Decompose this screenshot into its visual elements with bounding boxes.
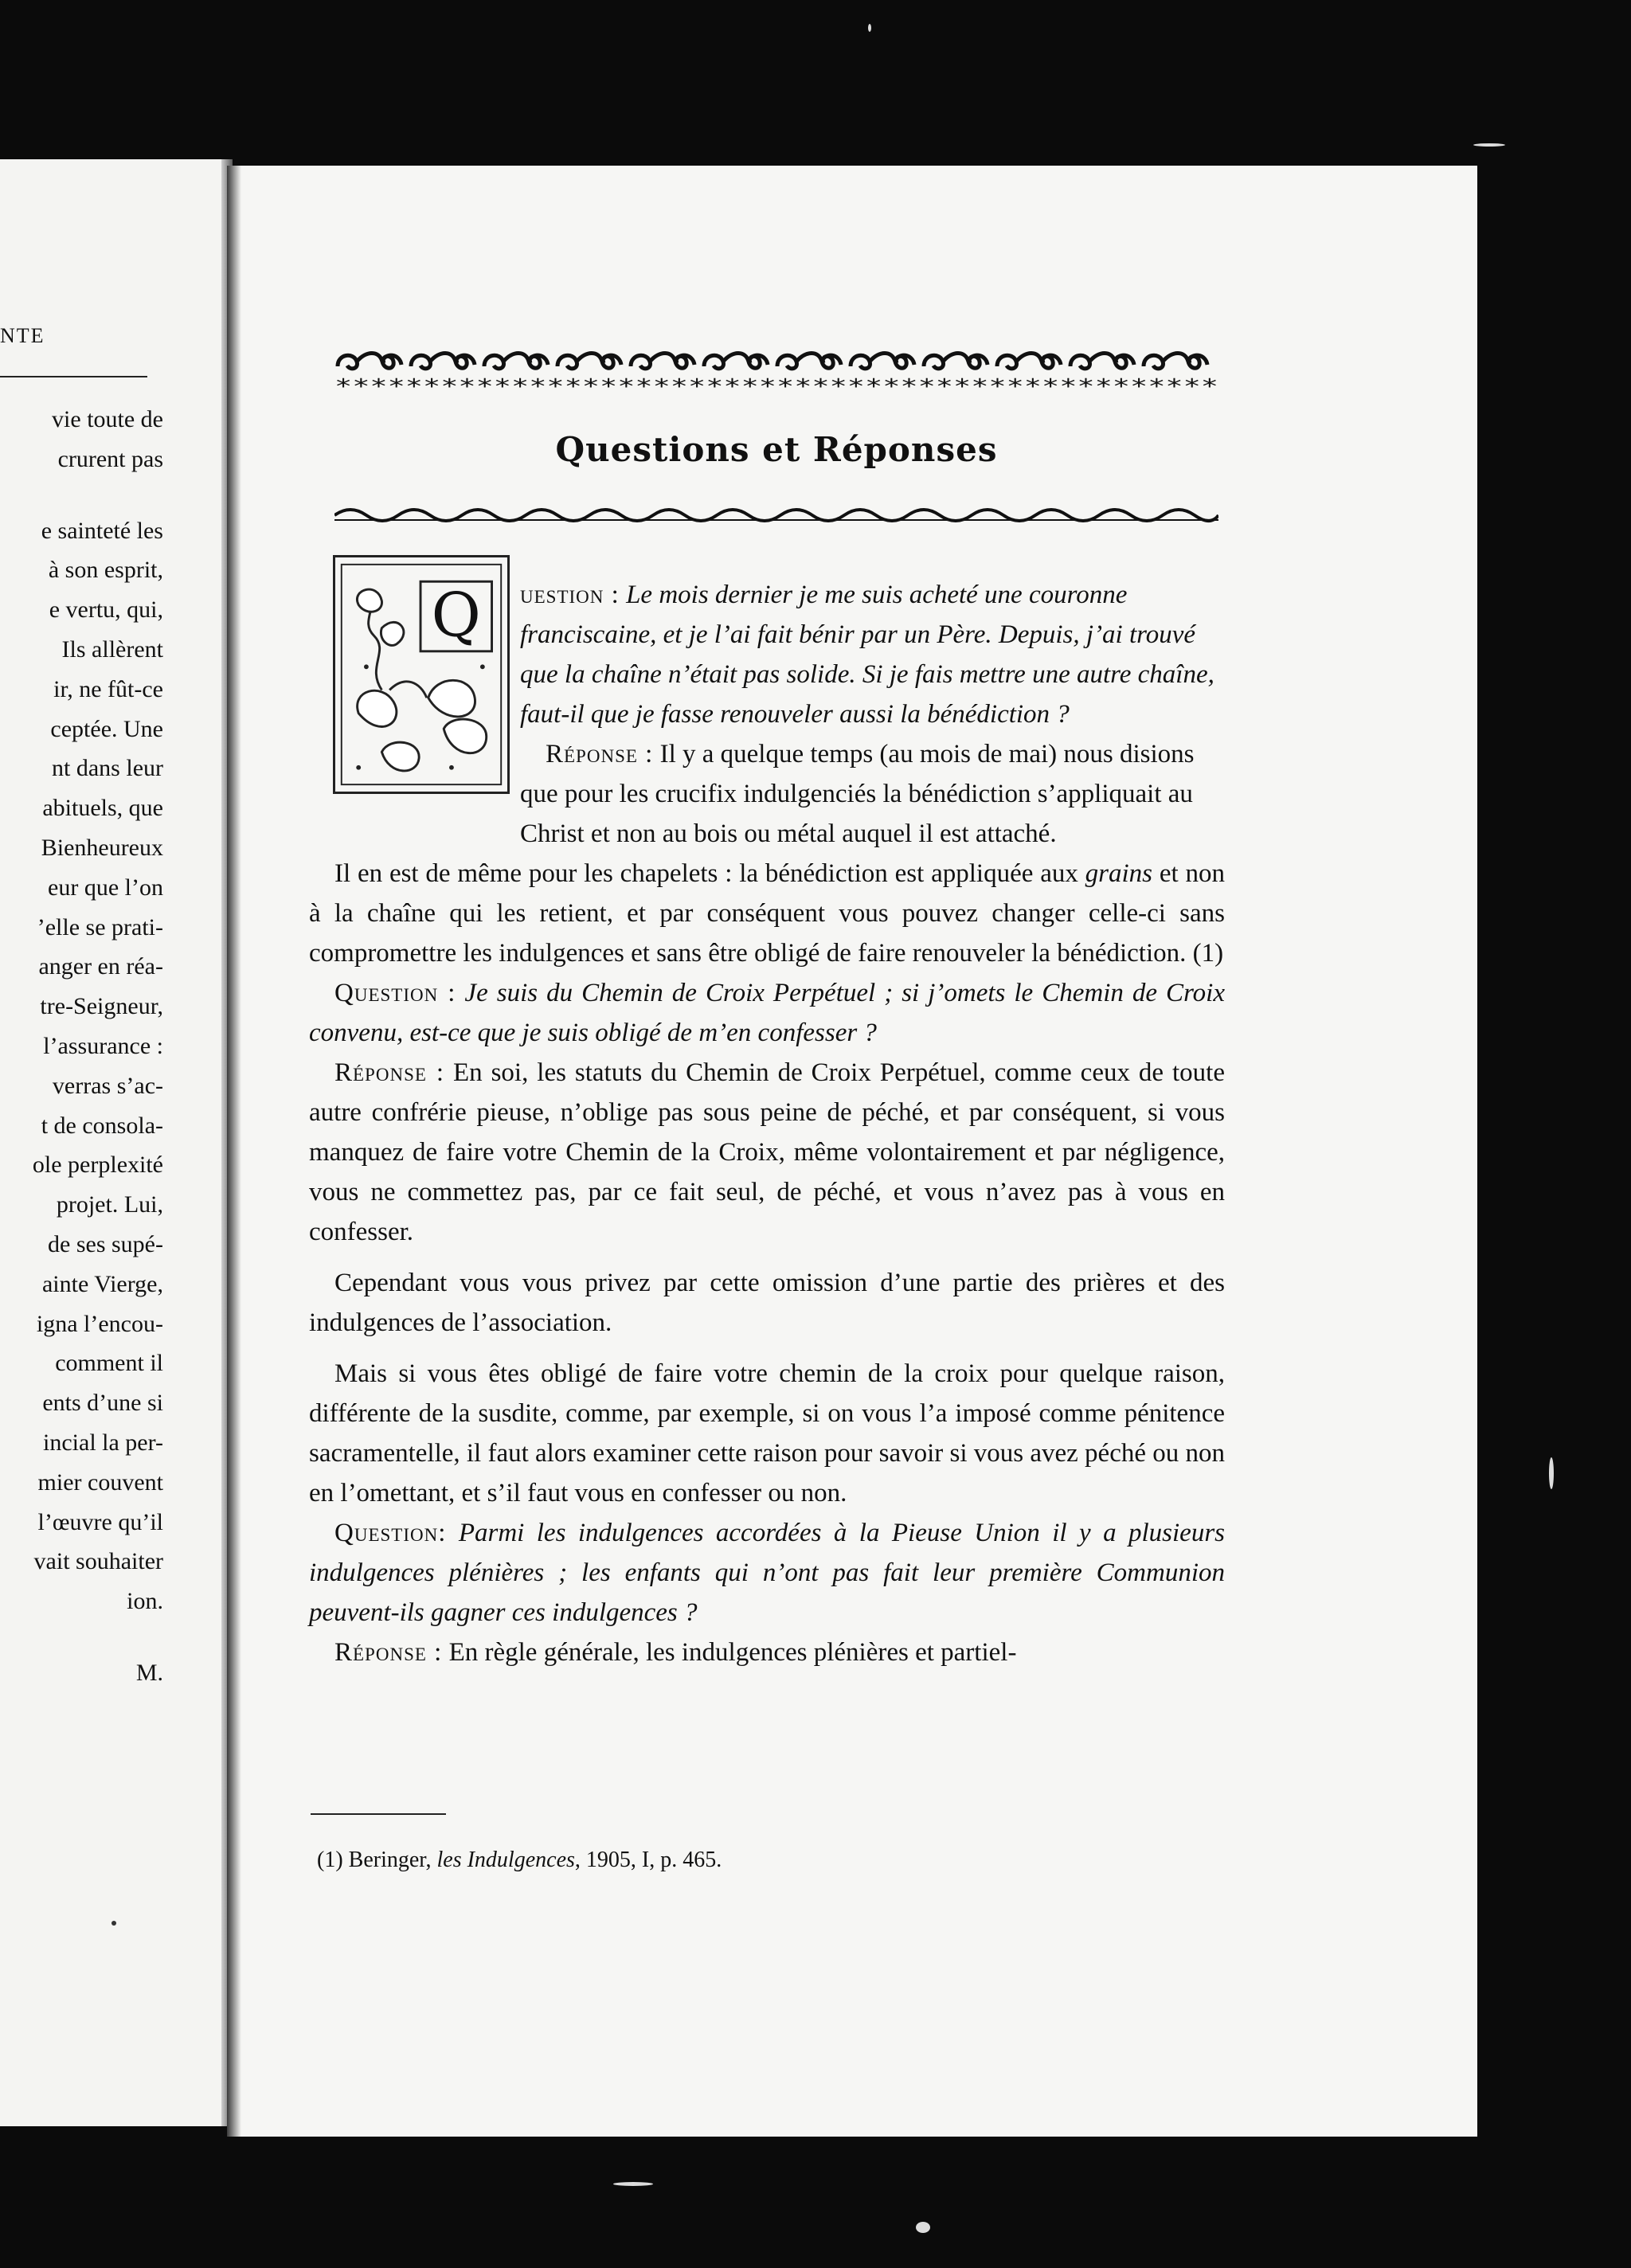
question-2-text: Je suis du Chemin de Croix Perpétuel ; si j’omets le Chemin de Croix convenu, est-ce que je suis obligé de m’en confesser ? bbox=[309, 979, 1225, 1047]
left-page-line: M. bbox=[135, 1659, 163, 1686]
footnote-c: , 1905, I, p. 465. bbox=[574, 1848, 722, 1872]
scan-speck bbox=[1473, 143, 1505, 147]
left-page-line bbox=[0, 1621, 163, 1653]
left-page-line: ion. bbox=[127, 1588, 163, 1615]
left-page-line: mier couvent bbox=[37, 1468, 163, 1496]
scan-speck bbox=[613, 2182, 653, 2186]
left-page-line: tre-Seigneur, bbox=[40, 993, 163, 1020]
answer-2-paragraph-3: Mais si vous êtes obligé de faire votre chemin de la croix pour quelque raison, différente de la susdite, comme, par exemple, si on vous l’a imposé comme pénitence sacramentelle, il faut alors examiner cette raison pour savoir si vous avez péché ou non en l’omettant, et s’il faut vous en confesser ou non. bbox=[309, 1359, 1225, 1507]
left-page-line: anger en réa- bbox=[38, 953, 163, 980]
answer-2 bbox=[309, 1053, 1225, 1252]
left-page-line: Bienheureux bbox=[41, 834, 163, 861]
answer-3-text: En règle générale, les indulgences plénières et partiel- bbox=[448, 1638, 1017, 1667]
left-page-line: igna l’encou- bbox=[36, 1310, 163, 1337]
question-1-text: Le mois dernier je me suis acheté une couronne franciscaine, et je l’ai fait bénir par un Père. Depuis, j’ai trouvé que la chaîne n’était pas solide. Si je fais mettre une autre chaîne, faut-il que je fasse renouveler aussi la bénédiction ? bbox=[520, 581, 1214, 729]
scan-speck bbox=[1549, 1457, 1554, 1489]
left-page-line: e vertu, qui, bbox=[49, 596, 163, 624]
left-page-line: vie toute de bbox=[52, 406, 163, 432]
top-ornament-band bbox=[334, 342, 1218, 398]
left-page-dot bbox=[111, 1921, 116, 1926]
footnote bbox=[317, 1848, 722, 1873]
left-page-line: ir, ne fût-ce bbox=[53, 675, 163, 702]
svg-text:******************************: ************************************************** bbox=[334, 375, 1218, 398]
page-title: Questions et Réponses bbox=[555, 430, 998, 469]
answer-2-text: En soi, les statuts du Chemin de Croix Perpétuel, comme ceux de toute autre confrérie pieuse, n’oblige pas sous peine de péché, et par conséquent, si vous manquez de faire votre Chemin de la Croix, même volontairement et par négligence, vous ne commettez pas, par ce fait seul, de péché, et vous n’avez pas à vous en confesser. bbox=[309, 1058, 1225, 1246]
svg-text:Q: Q bbox=[431, 580, 481, 651]
question-3-text: Parmi les indulgences accordées à la Pieuse Union il y a plusieurs indulgences plénières ; les enfants qui n’ont pas fait leur première Communion peuvent-ils gagner ces indulgences ? bbox=[309, 1519, 1226, 1627]
answer-1-p2-italic: grains bbox=[1085, 859, 1153, 888]
gutter-shadow bbox=[227, 166, 241, 2137]
left-page-line: l’assurance : bbox=[43, 1032, 163, 1059]
left-page-line: Ils allèrent bbox=[61, 635, 163, 663]
left-head-rule bbox=[0, 376, 147, 377]
footnote-italic-title: les Indulgences bbox=[436, 1848, 575, 1872]
question-1 bbox=[520, 575, 1225, 734]
qa-text-block bbox=[309, 575, 1225, 1672]
left-page-line: verras s’ac- bbox=[52, 1072, 163, 1099]
answer-3-label: Réponse : bbox=[334, 1638, 443, 1667]
answer-3 bbox=[309, 1633, 1225, 1672]
footnote-rule bbox=[311, 1813, 446, 1815]
footnote-a: (1) Beringer, bbox=[317, 1848, 437, 1872]
left-page-line: ainte Vierge, bbox=[41, 1270, 163, 1297]
left-page-line: l’œuvre qu’il bbox=[37, 1508, 163, 1535]
left-page bbox=[0, 159, 233, 2126]
answer-1-start bbox=[520, 734, 1225, 854]
left-page-line bbox=[0, 479, 163, 511]
answer-1-p2-a: Il en est de même pour les chapelets : la bénédiction est appliquée aux bbox=[334, 859, 1085, 888]
left-page-line: eur que l’on bbox=[48, 874, 163, 901]
left-running-head: NTE bbox=[0, 324, 45, 347]
left-page-line: ole perplexité bbox=[32, 1152, 163, 1179]
answer-2-paragraph-2: Cependant vous vous privez par cette omission d’une partie des prières et des indulgences de l’association. bbox=[309, 1269, 1225, 1337]
left-page-line: ents d’une si bbox=[42, 1390, 163, 1417]
left-page-line: ceptée. Une bbox=[50, 715, 163, 742]
left-page-line: de ses supé- bbox=[48, 1230, 163, 1257]
left-page-line: crurent pas bbox=[57, 445, 163, 472]
left-page-text bbox=[0, 400, 163, 1693]
question-3-label: Question: bbox=[334, 1519, 447, 1547]
wave-ornament bbox=[334, 498, 1218, 530]
left-page-line: e sainteté les bbox=[41, 517, 163, 544]
question-1-label: uestion : bbox=[520, 581, 620, 609]
left-page-line: à son esprit, bbox=[48, 557, 163, 584]
answer-1-label: Réponse : bbox=[546, 740, 654, 768]
answer-1-text: Il y a quelque temps (au mois de mai) nous disions que pour les crucifix indulgenciés la bénédiction s’appliquait au Christ et non au bois ou métal auquel il est attaché. bbox=[520, 740, 1195, 848]
left-page-line: projet. Lui, bbox=[56, 1191, 163, 1218]
left-page-line: comment il bbox=[55, 1350, 163, 1377]
scan-speck bbox=[916, 2222, 930, 2233]
answer-1-p2-c: et non à la chaîne qui les retient, et par conséquent vous pouvez changer celle-ci sans compromettre les indulgences et sans être obligé de faire renouveler la bénédiction. (1) bbox=[309, 859, 1225, 968]
left-page-line: ’elle se prati- bbox=[37, 913, 163, 940]
left-page-line: vait souhaiter bbox=[33, 1548, 163, 1575]
question-3 bbox=[309, 1513, 1225, 1633]
scan-speck bbox=[868, 24, 871, 32]
left-page-line: abituels, que bbox=[42, 795, 163, 822]
left-page-line: t de consola- bbox=[41, 1112, 163, 1139]
answer-2-label: Réponse : bbox=[334, 1058, 445, 1087]
question-2-label: Question : bbox=[334, 979, 456, 1007]
left-page-line: incial la per- bbox=[43, 1429, 163, 1456]
question-2 bbox=[309, 973, 1225, 1053]
left-page-line: nt dans leur bbox=[52, 755, 163, 782]
answer-1-paragraph-2 bbox=[309, 854, 1225, 973]
